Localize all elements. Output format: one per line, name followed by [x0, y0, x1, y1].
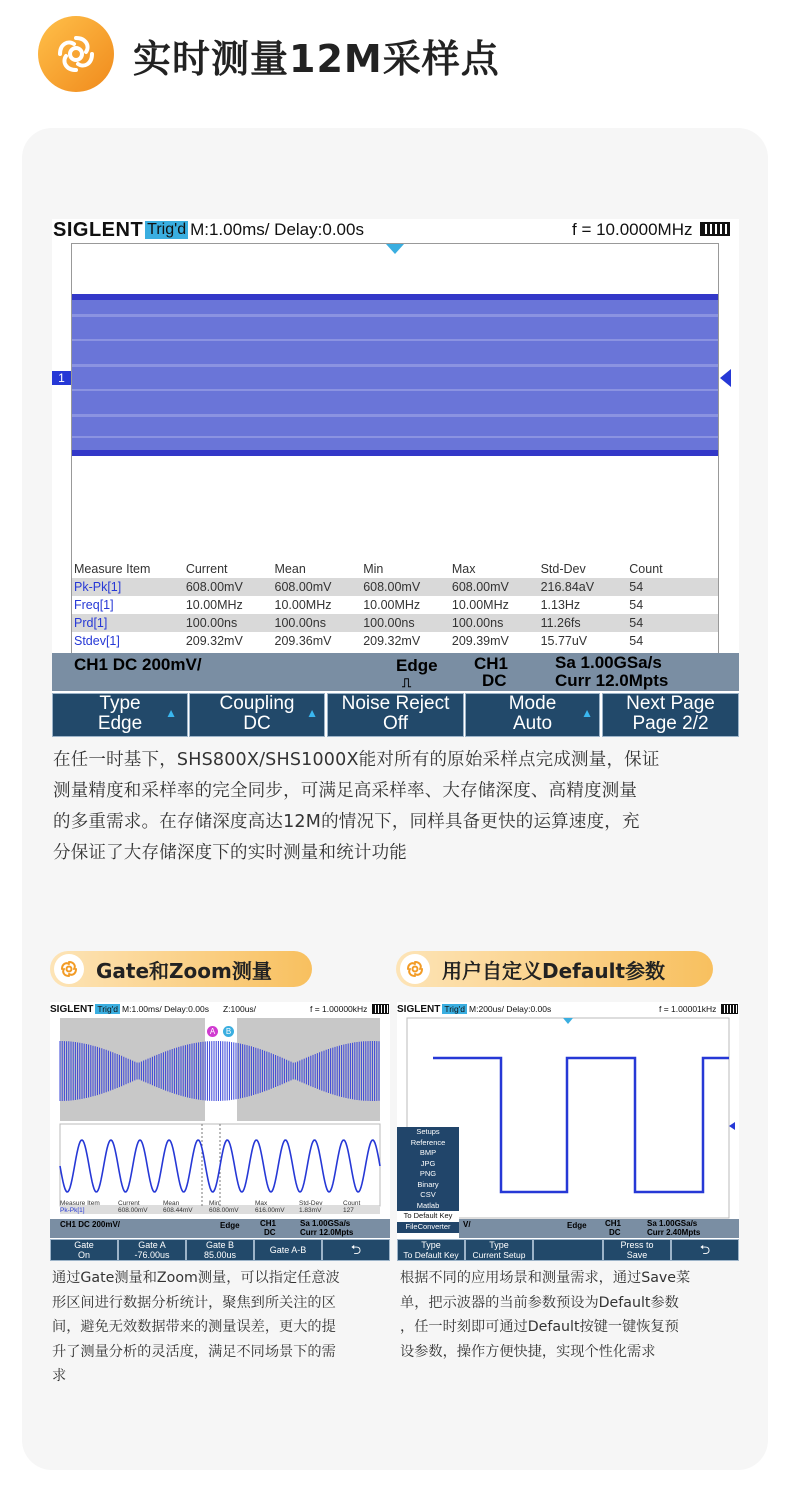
- arrow-up-icon: ▲: [165, 706, 177, 720]
- feature-pill-default: 用户自定义Default参数: [396, 951, 713, 987]
- status-bar: CH1 DC 200mV/ Edge CH1 DC Sa 1.00GSa/s Curr 12.0Mpts: [50, 1219, 390, 1238]
- save-menu: [397, 1127, 459, 1233]
- menu-item-reference[interactable]: Reference: [410, 1137, 446, 1147]
- menu-item-bmp[interactable]: BMP: [419, 1148, 437, 1157]
- channel-setting: CH1 DC 200mV/: [74, 655, 202, 674]
- softkey-gate-b[interactable]: Gate B 85.00us: [186, 1239, 254, 1261]
- brand-logo: SIGLENT: [53, 218, 144, 241]
- softkey-coupling[interactable]: Coupling DC ▲: [189, 693, 325, 737]
- menu-item-csv[interactable]: CSV: [420, 1190, 436, 1199]
- table-row: Freq[1] 10.00MHz 10.00MHz 10.00MHz 10.00MHz 1.13Hz 54: [74, 598, 644, 612]
- memory-depth: Curr 12.0Mpts: [555, 671, 669, 690]
- menu-item-to-default-key[interactable]: To Default Key: [397, 1211, 459, 1222]
- frequency-readout: f = 10.0000MHz: [572, 220, 693, 239]
- scope-header: SIGLENT Trig'd M:200us/ Delay:0.00s f = 1.00001kHz: [397, 1002, 739, 1016]
- softkey-empty[interactable]: [533, 1239, 603, 1261]
- timebase-readout: M:1.00ms/ Delay:0.00s: [190, 220, 364, 239]
- menu-item-setups[interactable]: Setups: [416, 1127, 440, 1136]
- measure-table: [72, 560, 718, 653]
- softkey-mode[interactable]: Mode Auto ▲: [465, 693, 600, 737]
- default-scope-screen: [397, 1002, 739, 1261]
- channel-1-marker[interactable]: 1: [52, 371, 71, 385]
- default-description: 根据不同的应用场景和测量需求，通过Save菜 单，把示波器的当前参数预设为Default参数 ，任一时刻即可通过Default按键一键恢复预 设参数，操作方便快捷，实现个性化需求: [400, 1270, 691, 1360]
- measure-header-row: Measure Item Current Mean Min Max Std-Dev Count: [74, 562, 663, 576]
- trigger-type: Edge: [396, 656, 438, 675]
- table-row: Prd[1] 100.00ns 100.00ns 100.00ns 100.00ns 11.26fs 54: [72, 614, 718, 632]
- softkey-gate[interactable]: Gate On: [50, 1239, 118, 1261]
- softkey-next-page[interactable]: Next Page Page 2/2: [602, 693, 739, 737]
- softkey-gate-a-b[interactable]: Gate A-B: [254, 1239, 322, 1261]
- status-bar: [52, 653, 739, 691]
- main-description: 在任一时基下，SHS800X/SHS1000X能对所有的原始采样点完成测量，保证 测量精度和采样率的完全同步，可满足高采样率、大存储深度、高精度测量 的多重需求。在存储深度高达12M的情况下，同样具备更快的运算速度，充 分保证了大存储深度下的实时测量和统计功能: [53, 750, 660, 863]
- table-row: Pk-Pk[1] 608.00mV 608.44mV 608.00mV 616.00mV 1.83mV 127: [60, 1207, 380, 1214]
- gate-a-marker[interactable]: A: [207, 1026, 218, 1037]
- scope-header: SIGLENT Trig'd M:1.00ms/ Delay:0.00s Z:100us/ f = 1.00000kHz: [50, 1002, 390, 1016]
- trigger-channel: CH1: [474, 654, 509, 673]
- logo-badge: [38, 16, 114, 92]
- trigger-coupling: DC: [482, 671, 507, 690]
- trigger-level-marker[interactable]: [720, 369, 731, 387]
- feature-pill-gate-zoom: Gate和Zoom测量: [50, 951, 312, 987]
- arrow-up-icon: ▲: [306, 706, 318, 720]
- swirl-icon: [38, 16, 114, 92]
- gate-zoom-description: 通过Gate测量和Zoom测量，可以指定任意波 形区间进行数据分析统计，聚焦到所关注的区 间，避免无效数据带来的测量误差，更大的提 升了测量分析的灵活度，满足不同场景下的需 求: [52, 1270, 340, 1384]
- softkey-type-default-key[interactable]: Type To Default Key: [397, 1239, 465, 1261]
- menu-item-jpg[interactable]: JPG: [420, 1158, 436, 1168]
- table-row: Stdev[1] 209.32mV 209.36mV 209.32mV 209.39mV 15.77uV 54: [74, 634, 644, 648]
- menu-item-matlab[interactable]: Matlab: [416, 1200, 440, 1210]
- softkey-type-current-setup[interactable]: Type Current Setup: [465, 1239, 533, 1261]
- softkey-noise-reject[interactable]: Noise Reject Off: [327, 693, 464, 737]
- menu-item-file-converter[interactable]: FileConverter: [405, 1221, 451, 1231]
- page-title: 实时测量12M采样点: [133, 37, 500, 81]
- status-bar: V/ Edge CH1 DC Sa 1.00GSa/s Curr 2.40Mpts: [459, 1219, 739, 1238]
- arrow-up-icon: ▲: [581, 706, 593, 720]
- swirl-icon: [54, 954, 84, 984]
- menu-item-png[interactable]: PNG: [419, 1169, 437, 1178]
- gate-b-marker[interactable]: B: [223, 1026, 234, 1037]
- table-row: Pk-Pk[1] 608.00mV 608.00mV 608.00mV 608.00mV 216.84aV 54: [72, 578, 718, 596]
- back-arrow-icon: ⮌: [699, 1242, 711, 1257]
- softkey-press-to-save[interactable]: Press to Save: [603, 1239, 671, 1261]
- sample-rate: Sa 1.00GSa/s: [555, 653, 662, 672]
- rising-edge-icon: ⎍: [402, 675, 412, 690]
- scope-header: [52, 219, 739, 241]
- menu-item-binary[interactable]: Binary: [417, 1179, 439, 1189]
- gate-zoom-waveform: [50, 1016, 390, 1226]
- main-scope-screen: [52, 219, 739, 737]
- measure-table: Measure Item Current Mean Min Max Std-Dev Count Pk-Pk[1] 608.00mV 608.44mV 608.00mV 616.00mV 1.83mV 127: [60, 1200, 380, 1214]
- gate-zoom-scope-screen: [50, 1002, 390, 1261]
- swirl-icon: [400, 954, 430, 984]
- back-button[interactable]: [671, 1239, 739, 1261]
- battery-icon: [721, 1004, 738, 1014]
- softkey-type[interactable]: Type Edge ▲: [52, 693, 188, 737]
- battery-icon: [700, 222, 730, 236]
- back-arrow-icon: ⮌: [350, 1242, 362, 1257]
- softkey-gate-a[interactable]: Gate A -76.00us: [118, 1239, 186, 1261]
- battery-icon: [372, 1004, 389, 1014]
- trigger-status: Trig'd: [147, 221, 187, 238]
- back-button[interactable]: [322, 1239, 390, 1261]
